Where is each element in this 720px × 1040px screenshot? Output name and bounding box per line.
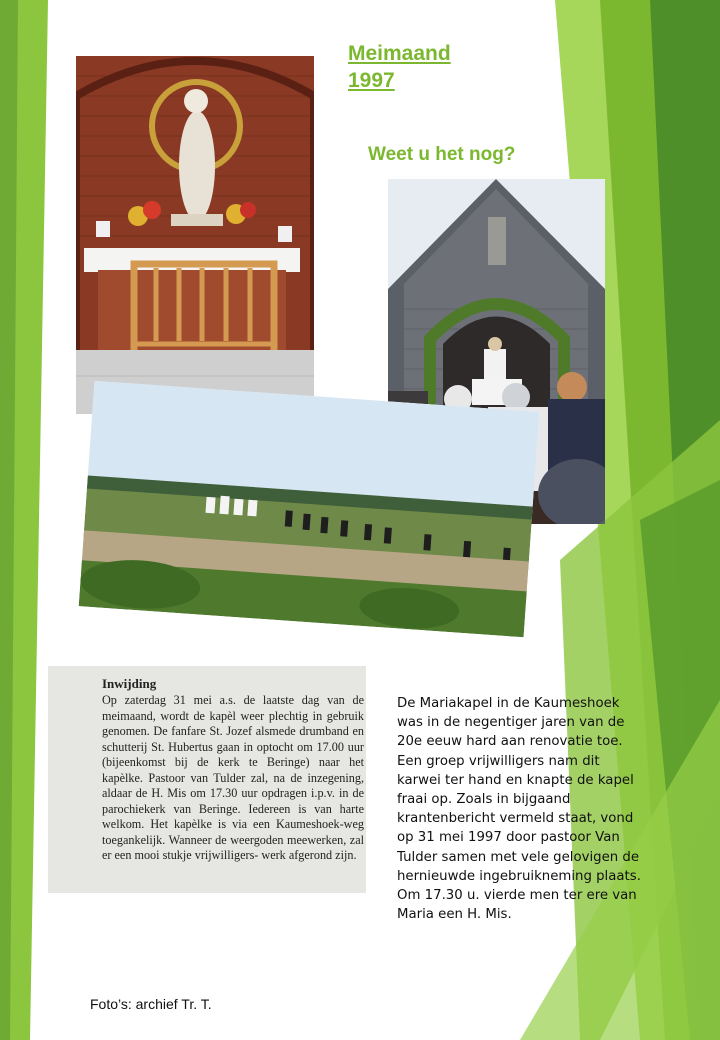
photo-procession-field [79,381,540,638]
slide-title [348,40,451,94]
title-line-year: 1997 [348,69,395,92]
slide-subtitle: Weet u het nog? [368,144,516,165]
article-text: De Mariakapel in de Kaumeshoek was in de negentiger jaren van de 20e eeuw hard aan renovatie toe. Een groep vrijwilligers nam dit karwei ter hand en knapte de kapel fraai op. Zoals in bijgaand krantenbericht vermeld staat, vond op 31 mei 1997 door pastoor Van Tulder samen met vele gelovigen de hernieuwde ingebruikneming plaats. Om 17.30 u. vierde men ter ere van Maria een H. Mis. [397,696,641,923]
title-line-month: Meimaand [348,42,451,65]
newspaper-clipping [48,666,366,893]
clipping-heading: Inwijding [102,676,157,691]
mary-statue [179,111,215,221]
photo-chapel-altar [76,56,314,414]
clipping-body: Op zaterdag 31 mei a.s. de laatste dag van de meimaand, wordt de kapèl weer plechtig in gebruik genomen. De fanfare St. Jozef alsmede drumband en schutterij St. Hubertus gaan in optocht om 17.00 uur (bijeenkomst bij de kerk te Beringe) naar het kapèlke. Pastoor van Tulder zal, na de inzegening, aldaar de H. Mis om 17.30 uur opdragen i.p.v. in de parochiekerk van Beringe. Iedereen is van harte welkom. Het kapèlke is via een Kaumeshoek-weg toegankelijk. Wanneer de weergoden meewerken, zal er een mooi stukje vrijwilligers- werk afgerond zijn. [102,693,364,862]
photo-credit: Foto’s: archief Tr. T. [90,996,212,1012]
